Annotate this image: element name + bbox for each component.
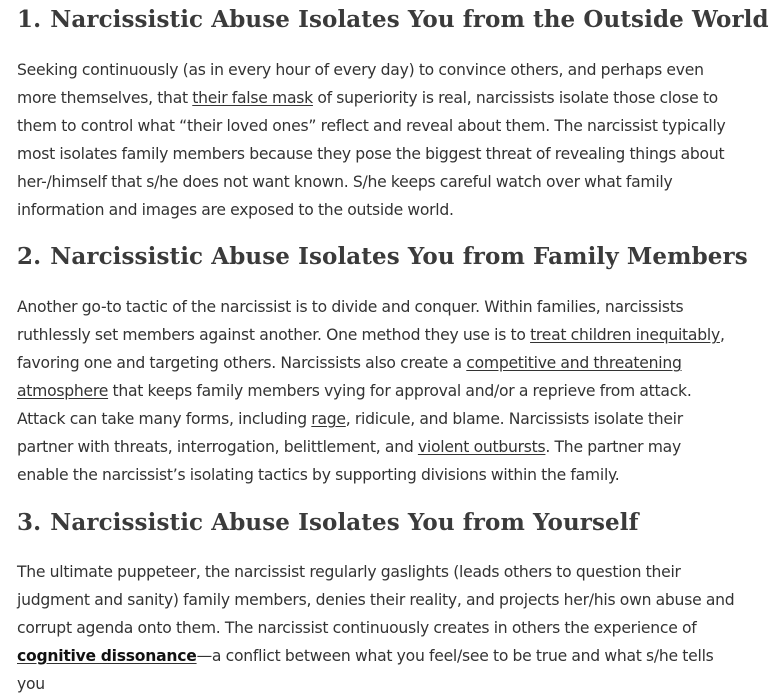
paragraph-text: . The partner may enable the narcissist’s isolating tactics by supporting divisions within the family. xyxy=(17,438,681,484)
competitive-atmosphere-link[interactable]: competitive and threatening atmosphere xyxy=(17,354,682,400)
section-number: 2. xyxy=(17,243,42,270)
section-heading-outside-world xyxy=(17,6,769,34)
section-title: Narcissistic Abuse Isolates You from Yourself xyxy=(50,509,639,536)
false-mask-link[interactable]: their false mask xyxy=(192,89,313,107)
paragraph-text: , ridicule, and blame. Narcissists isolate their partner with threats, interrogation, belittlement, and xyxy=(17,410,683,456)
section-paragraph-outside-world xyxy=(17,56,735,224)
paragraph-text: that keeps family members vying for approval and/or a reprieve from attack. Attack can take many forms, including xyxy=(17,382,692,428)
section-paragraph-yourself xyxy=(17,558,735,698)
paragraph-text: —a conflict between what you feel/see to be true and what s/he tells you xyxy=(17,647,714,693)
section-paragraph-family-members xyxy=(17,293,735,489)
section-heading-family-members xyxy=(17,243,748,271)
section-title: Narcissistic Abuse Isolates You from the Outside World xyxy=(50,6,769,33)
treat-children-inequitably-link[interactable]: treat children inequitably xyxy=(530,326,720,344)
paragraph-text: Another go-to tactic of the narcissist is to divide and conquer. Within families, narcissists ruthlessly set members against another. One method they use is to xyxy=(17,298,684,344)
paragraph-text: , favoring one and targeting others. Narcissists also create a xyxy=(17,326,725,372)
cognitive-dissonance-term: cognitive dissonance xyxy=(17,647,197,665)
section-number: 3. xyxy=(17,509,42,536)
violent-outbursts-link[interactable]: violent outbursts xyxy=(417,438,546,456)
rage-link[interactable]: rage xyxy=(311,410,346,428)
section-title: Narcissistic Abuse Isolates You from Family Members xyxy=(50,243,748,270)
paragraph-text: The ultimate puppeteer, the narcissist regularly gaslights (leads others to question their judgment and sanity) family members, denies their reality, and projects her/his own abuse and corrupt agenda onto them. The narcissist continuously creates in others the experience of xyxy=(17,563,735,637)
paragraph-text: of superiority is real, narcissists isolate those close to them to control what “their loved ones” reflect and reveal about them. The narcissist typically most isolates family members because they pose the biggest threat of revealing things about her-/himself that s/he does not want known. S/he keeps careful watch over what family information and images are exposed to the outside world. xyxy=(17,89,726,219)
paragraph-text: Seeking continuously (as in every hour of every day) to convince others, and perhaps even more themselves, that xyxy=(17,61,704,107)
section-number: 1. xyxy=(17,6,42,33)
cognitive-dissonance-link[interactable] xyxy=(17,647,197,665)
section-heading-yourself xyxy=(17,509,639,537)
